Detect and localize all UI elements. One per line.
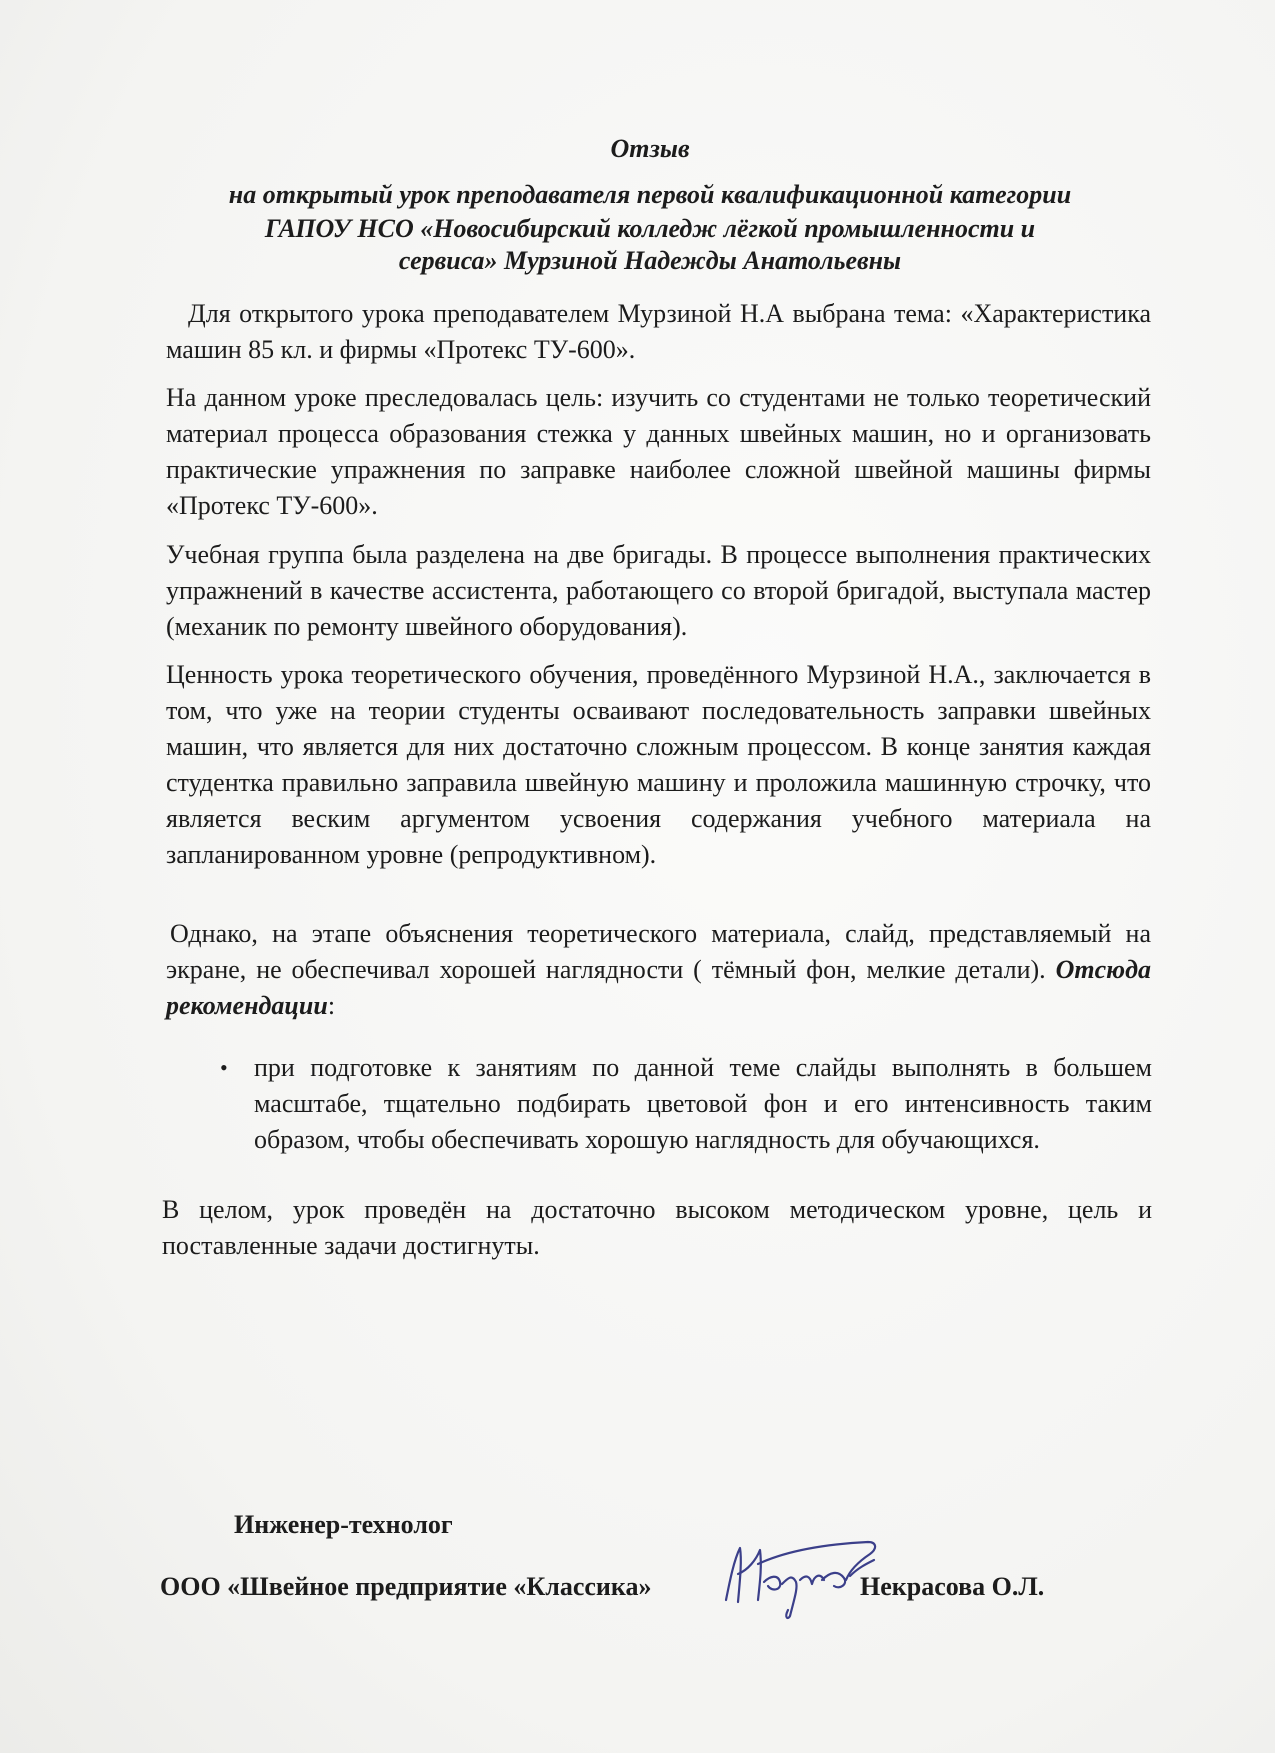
paragraph-goal: На данном уроке преследовалась цель: изучить со студентами не только теоретический материал процесса образования стежка у данных швейных машин, но и организовать практические упражнения по заправке наиболее сложной швейной машины фирмы «Протекс ТУ-600». (166, 383, 1151, 520)
document-subtitle-line-3: сервиса» Мурзиной Надежды Анатольевны (398, 246, 902, 275)
document-subtitle-line-2: ГАПОУ НСО «Новосибирский колледж лёгкой промышленности и (264, 214, 1036, 243)
bullet-icon: • (220, 1055, 228, 1080)
recommendations-colon: : (327, 991, 336, 1020)
list-item (212, 1050, 1152, 1158)
recommendations-list (212, 1050, 1152, 1158)
paragraph-however-text: Однако, на этапе объяснения теоретического материала, слайд, представляемый на экране, не обеспечивал хорошей наглядности ( тёмный фон, мелкие детали). (166, 919, 1151, 984)
signer-name: Некрасова О.Л. (860, 1572, 1045, 1601)
paragraph-conclusion: В целом, урок проведён на достаточно высоком методическом уровне, цель и поставленные задачи достигнуты. (162, 1195, 1152, 1260)
document-title: Отзыв (610, 134, 690, 163)
signer-role: Инженер-технолог (234, 1510, 453, 1539)
document-subtitle-line-1: на открытый урок преподавателя первой квалификационной категории (228, 180, 1072, 209)
signer-organization: ООО «Швейное предприятие «Классика» (160, 1572, 652, 1601)
paragraph-topic: Для открытого урока преподавателем Мурзиной Н.А выбрана тема: «Характеристика машин 85 кл. и фирмы «Протекс ТУ-600». (166, 299, 1151, 364)
recommendations-label: Отсюда рекомендации (166, 955, 1151, 1020)
recommendation-text: при подготовке к занятиям по данной теме слайды выполнять в большем масштабе, тщательно подбирать цветовой фон и его интенсивность таким образом, чтобы обеспечивать хорошую наглядность для обучающихся. (254, 1053, 1152, 1154)
paragraph-however (166, 916, 1151, 1024)
paragraph-groups: Учебная группа была разделена на две бригады. В процессе выполнения практических упражнений в качестве ассистента, работающего со второй бригадой, выступала мастер (механик по ремонту швейного оборудования). (166, 540, 1151, 641)
paragraph-value: Ценность урока теоретического обучения, проведённого Мурзиной Н.А., заключается в том, что уже на теории студенты осваивают последовательность заправки швейных машин, что является для них достаточно сложным процессом. В конце занятия каждая студентка правильно заправила швейную машину и проложила машинную строчку, что является веским аргументом усвоения содержания учебного материала на запланированном уровне (репродуктивном). (166, 660, 1151, 869)
